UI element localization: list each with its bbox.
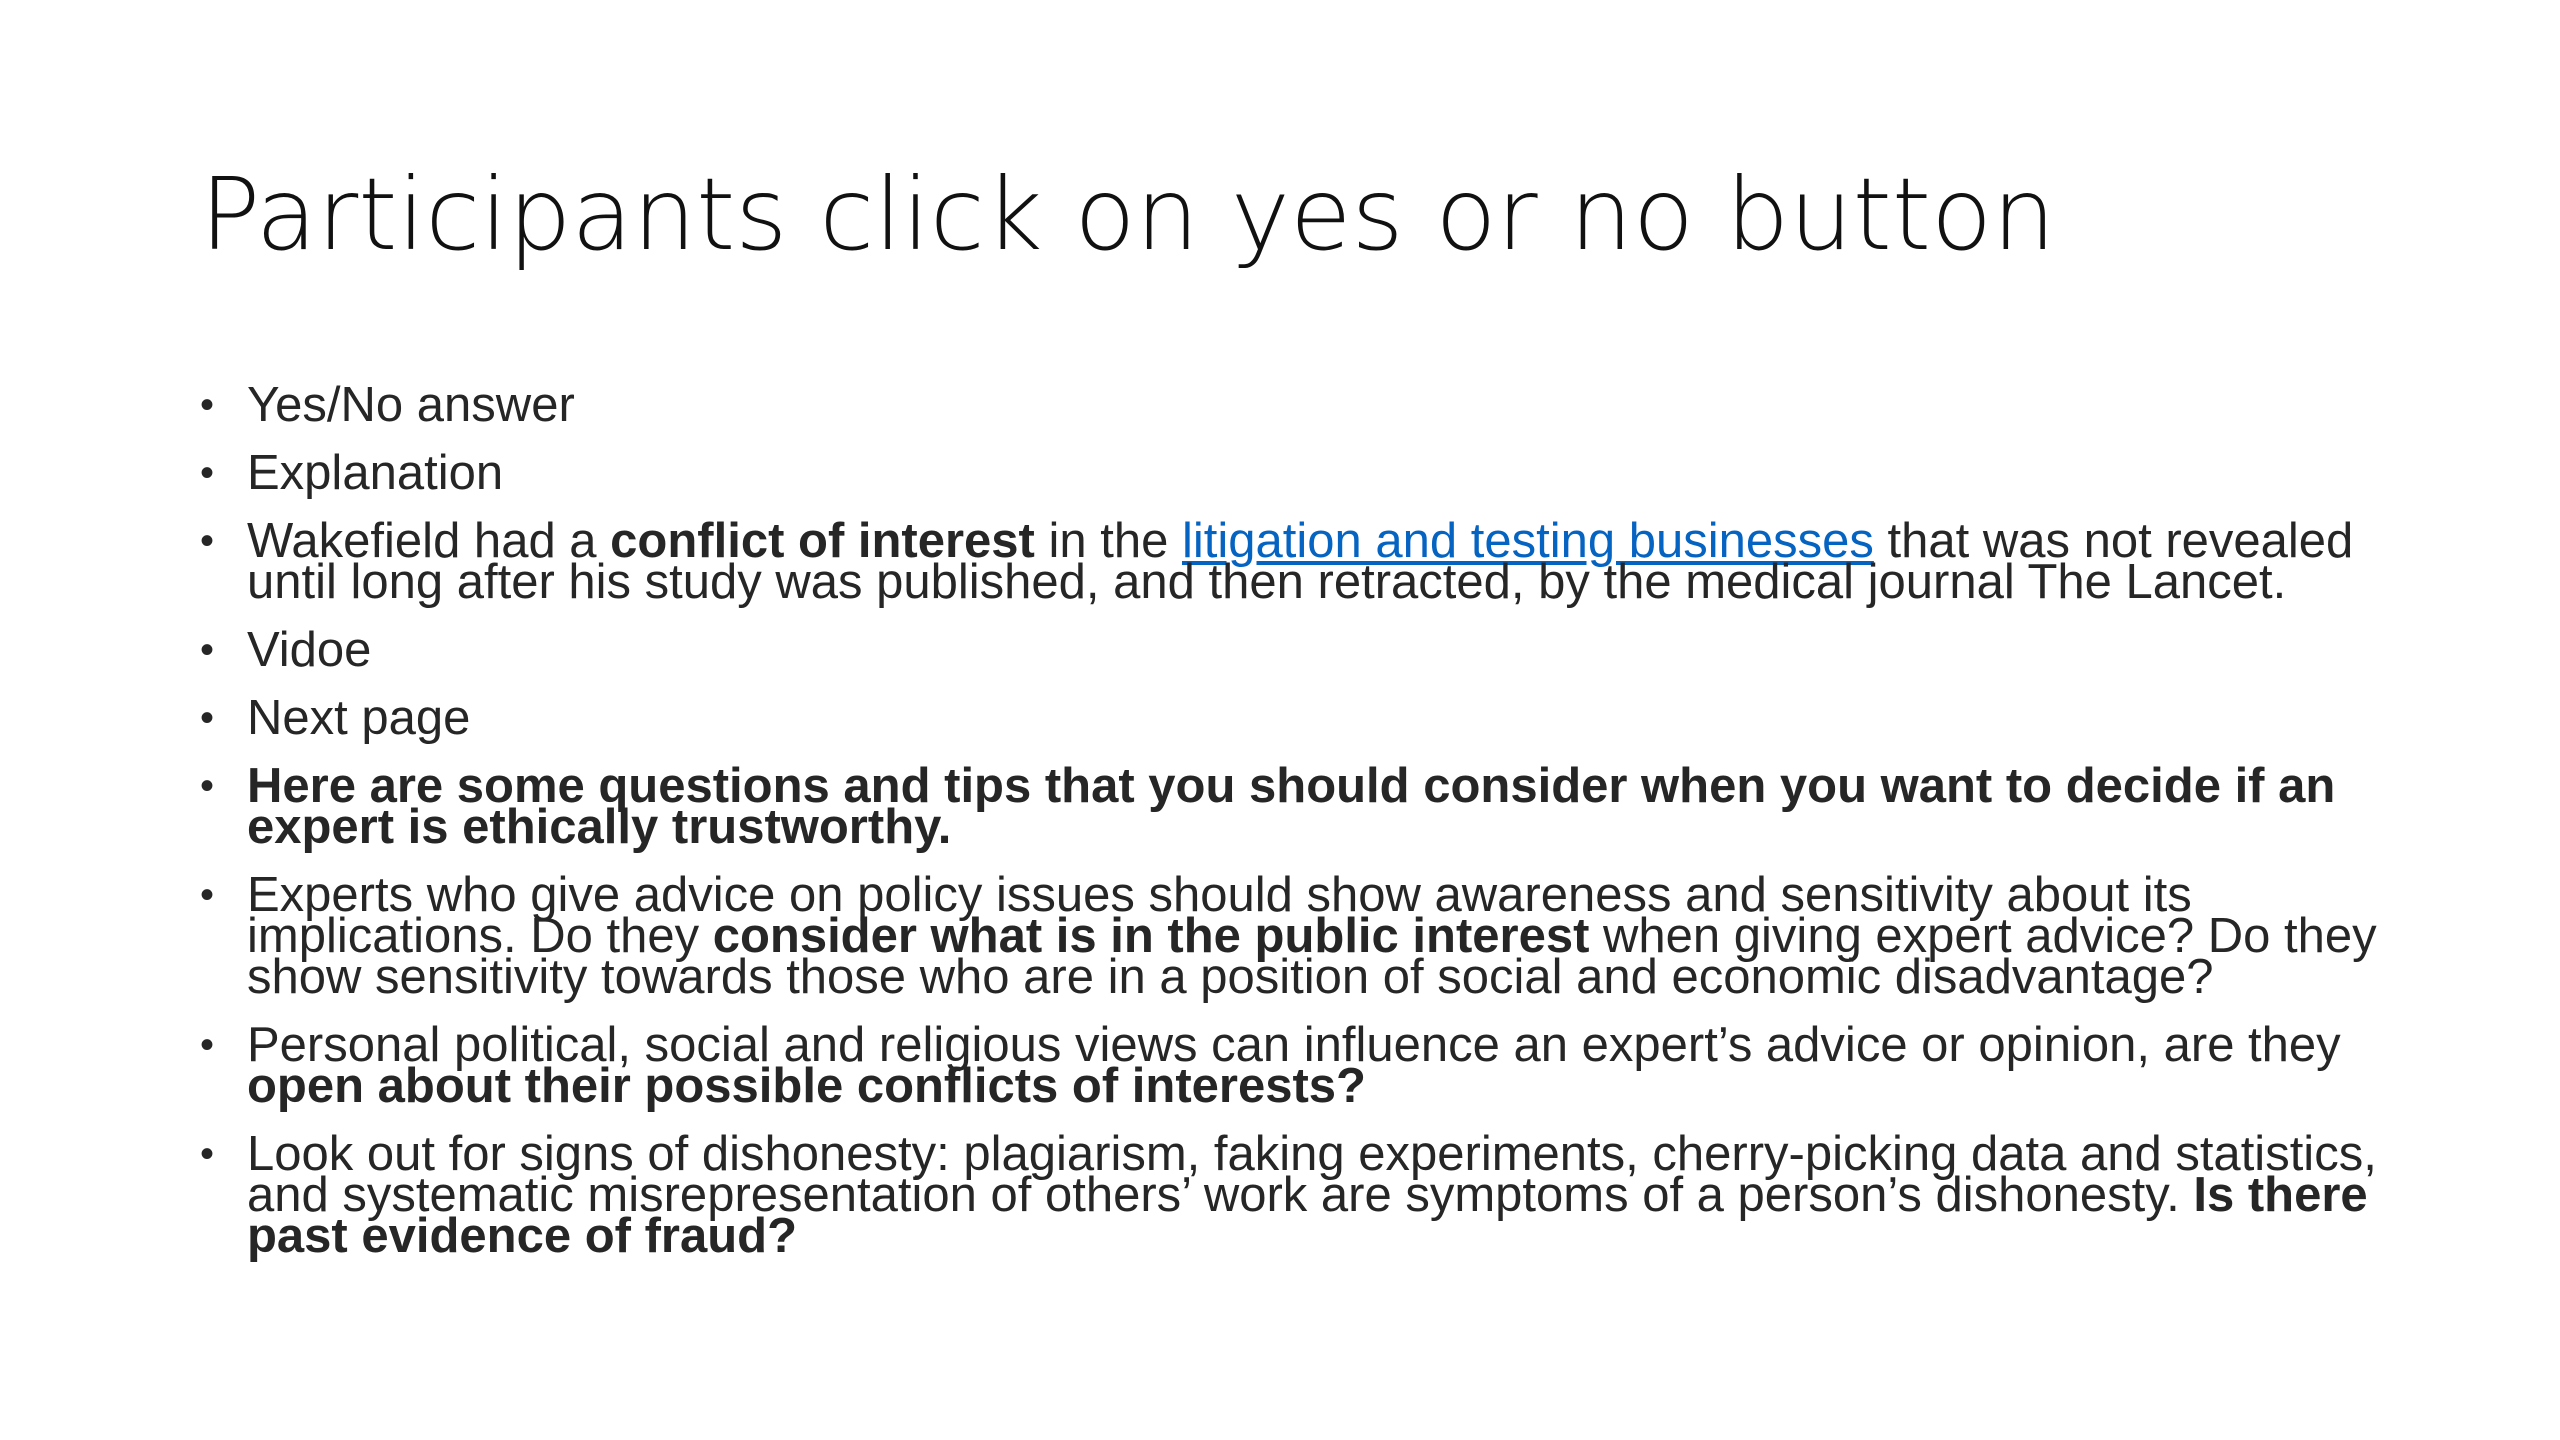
- bullet-text: when giving expert advice? Do they show sensitivity towards those who are in a position of social and economic disadvantage?: [247, 909, 2377, 1004]
- bullet-text: Next page: [247, 691, 471, 745]
- bullet-text: Wakefield had a: [247, 514, 611, 568]
- bullet-text: Personal political, social and religious views can influence an expert’s advice or opinion, are they: [247, 1018, 2341, 1072]
- bullet-item-questions-and-tips: [200, 759, 2380, 854]
- bullet-icon: •: [200, 873, 215, 917]
- bullet-list: [200, 378, 2380, 1284]
- bullet-item-personal-views: [200, 1018, 2380, 1113]
- bullet-icon: •: [200, 1023, 215, 1067]
- bullet-icon: •: [200, 451, 215, 495]
- bullet-text: Experts who give advice on policy issues should show awareness and sensitivity about its implications. Do they: [247, 868, 2192, 963]
- bullet-item-wakefield: [200, 514, 2380, 609]
- bullet-icon: •: [200, 383, 215, 427]
- bullet-bold-text: Is there past evidence of fraud?: [247, 1168, 2368, 1263]
- bullet-item-vidoe: [200, 623, 2380, 677]
- bullet-item-explanation: [200, 446, 2380, 500]
- slide-title: Participants click on yes or no button: [200, 156, 2056, 273]
- litigation-link[interactable]: litigation and testing businesses: [1182, 514, 1874, 568]
- bullet-icon: •: [200, 764, 215, 808]
- bullet-icon: •: [200, 519, 215, 563]
- bullet-bold-text: consider what is in the public interest: [712, 909, 1590, 963]
- bullet-bold-text: Here are some questions and tips that you should consider when you want to decide if an expert is ethically trustworthy.: [247, 759, 2336, 854]
- bullet-item-next-page: [200, 691, 2380, 745]
- bullet-text: in the: [1034, 514, 1182, 568]
- bullet-icon: •: [200, 1132, 215, 1176]
- bullet-item-dishonesty: [200, 1127, 2380, 1263]
- bullet-icon: •: [200, 696, 215, 740]
- bullet-text: Look out for signs of dishonesty: plagiarism, faking experiments, cherry-picking data and statistics, and systematic misrepresentation of others’ work are symptoms of a person’s dishonesty.: [247, 1127, 2377, 1222]
- bullet-icon: •: [200, 628, 215, 672]
- bullet-text: Explanation: [247, 446, 504, 500]
- bullet-item-yes-no-answer: [200, 378, 2380, 432]
- bullet-text: Vidoe: [247, 623, 372, 677]
- bullet-text: that was not revealed until long after his study was published, and then retracted, by the medical journal The Lancet.: [247, 514, 2354, 609]
- bullet-item-policy-issues: [200, 868, 2380, 1004]
- bullet-bold-text: conflict of interest: [610, 514, 1035, 568]
- bullet-text: Yes/No answer: [247, 378, 575, 432]
- bullet-bold-text: open about their possible conflicts of interests?: [247, 1059, 1366, 1113]
